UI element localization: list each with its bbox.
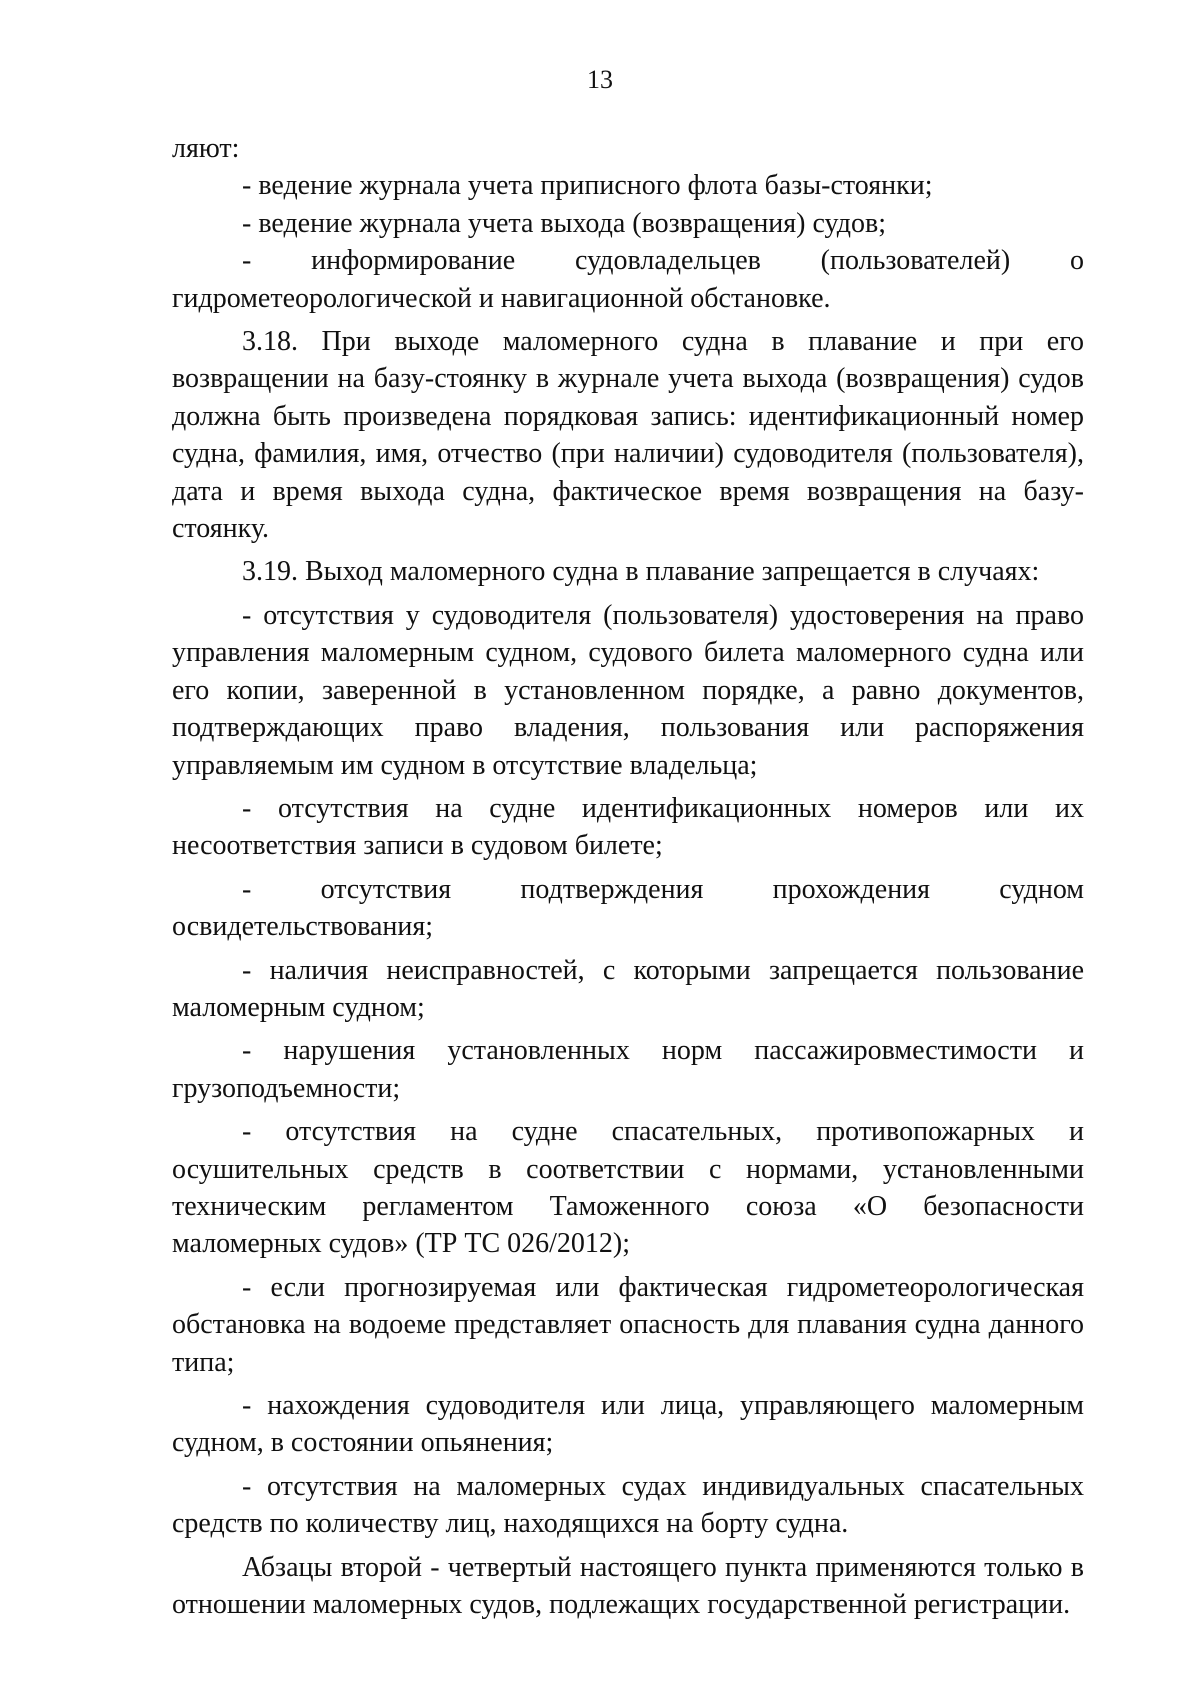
document-body [172,130,1084,1623]
list-item: - отсутствия у судоводителя (пользователя) удостоверения на право управления маломерным судном, судового билета маломерного судна или его копии, заверенной в установленном порядке, а равно документов, подтверждающих право владения, пользования или распоряжения управляемым им судном в отсутствие владельца; [172,599,1084,781]
list-item: - ведение журнала учета выхода (возвращения) судов; [242,207,887,239]
list-item: - отсутствия на судне идентификационных номеров или их несоответствия записи в судовом билете; [172,792,1084,862]
clause-3-19: 3.19. Выход маломерного судна в плавание запрещается в случаях: [242,556,1040,588]
list-item: - нахождения судоводителя или лица, управляющего маломерным судном, в состоянии опьянения; [172,1390,1084,1459]
list-item: - нарушения установленных норм пассажировместимости и грузоподъемности; [172,1035,1084,1104]
list-item: - информирование судовладельцев (пользователей) о гидрометеорологической и навигационной обстановке. [172,245,1084,314]
list-item: - отсутствия на маломерных судах индивидуальных спасательных средств по количеству лиц, находящихся на борту судна. [172,1470,1084,1540]
clause-3-18: 3.18. При выходе маломерного судна в плавание и при его возвращении на базу-стоянку в журнале учета выхода (возвращения) судов должна быть произведена порядковая запись: идентификационный номер судна, фамилия, имя, отчество (при наличии) судоводителя (пользователя), дата и время выхода судна, фактическое время возвращения на базу-стоянку. [172,326,1084,545]
list-item: - если прогнозируемая или фактическая гидрометеорологическая обстановка на водоеме представляет опасность для плавания судна данного типа; [172,1271,1084,1378]
list-item: - отсутствия подтверждения прохождения судном освидетельствования; [172,873,1084,943]
paragraph-continuation: ляют: [172,133,240,164]
list-item: - наличия неисправностей, с которыми запрещается пользование маломерным судном; [172,954,1084,1023]
list-item: - отсутствия на судне спасательных, противопожарных и осушительных средств в соответствии с нормами, установленными техническим регламентом Таможенного союза «О безопасности маломерных судов» (ТР ТС 026/2012); [172,1116,1084,1260]
closing-paragraph: Абзацы второй - четвертый настоящего пункта применяются только в отношении маломерных судов, подлежащих государственной регистрации. [172,1551,1084,1621]
list-item: - ведение журнала учета приписного флота базы-стоянки; [242,170,933,202]
page-number: 13 [587,65,613,94]
